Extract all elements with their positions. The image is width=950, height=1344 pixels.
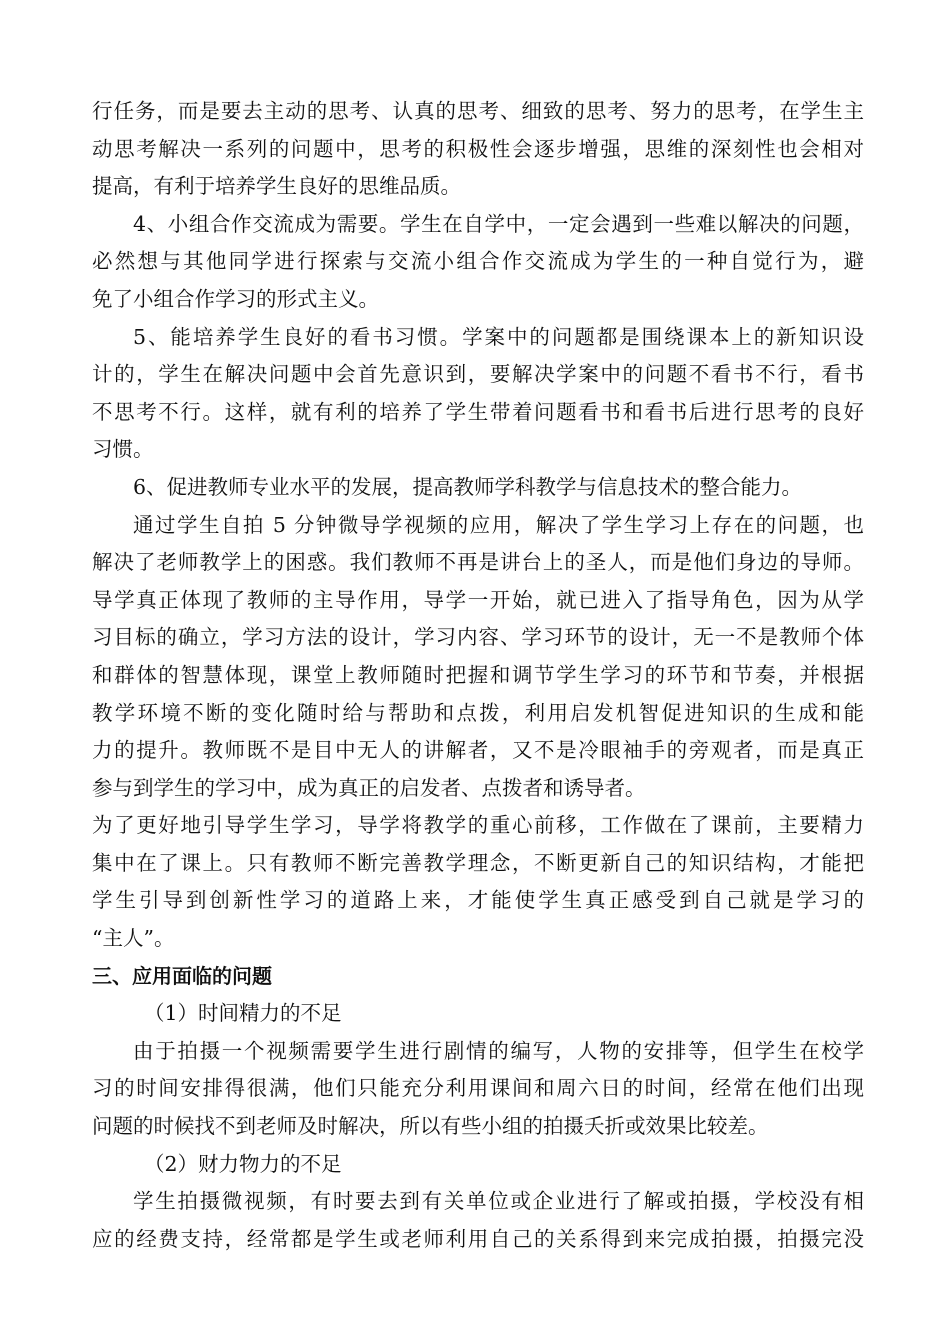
text-line: 计的，学生在解决问题中会首先意识到，要解决学案中的问题不看书不行，看书	[92, 362, 864, 387]
text-line: 6、促进教师专业水平的发展，提高教师学科教学与信息技术的整合能力。	[133, 474, 803, 499]
text-line: 习惯。	[92, 437, 154, 462]
text-line: 应的经费支持，经常都是学生或老师利用自己的关系得到来完成拍摄，拍摄完没	[92, 1226, 864, 1251]
text-line: 不思考不行。这样，就有利的培养了学生带着问题看书和看书后进行思考的良好	[92, 399, 864, 424]
text-line: 参与到学生的学习中，成为真正的启发者、点拨者和诱导者。	[92, 775, 646, 800]
text-line: 必然想与其他同学进行探索与交流小组合作交流成为学生的一种自觉行为，避	[92, 249, 864, 274]
text-line: 集中在了课上。只有教师不断完善教学理念，不断更新自己的知识结构，才能把	[92, 850, 864, 875]
subsection-heading: （2）财力物力的不足	[144, 1151, 342, 1176]
text-line: 由于拍摄一个视频需要学生进行剧情的编写，人物的安排等，但学生在校学	[133, 1038, 864, 1063]
text-line: “主人”。	[92, 926, 175, 951]
text-line: 提高，有利于培养学生良好的思维品质。	[92, 174, 461, 199]
document-page	[92, 93, 864, 1258]
text-line: 学生引导到创新性学习的道路上来，才能使学生真正感受到自己就是学习的	[92, 888, 864, 913]
text-line: 为了更好地引导学生学习，导学将教学的重心前移，工作做在了课前，主要精力	[92, 813, 864, 838]
text-line: 力的提升。教师既不是目中无人的讲解者，又不是冷眼袖手的旁观者，而是真正	[92, 738, 864, 763]
text-line: 通过学生自拍 5 分钟微导学视频的应用，解决了学生学习上存在的问题，也	[133, 512, 864, 537]
text-line: 解决了老师教学上的困惑。我们教师不再是讲台上的圣人，而是他们身边的导师。	[92, 550, 864, 575]
section-heading: 三、应用面临的问题	[92, 963, 272, 988]
text-line: 动思考解决一系列的问题中，思考的积极性会逐步增强，思维的深刻性也会相对	[92, 136, 864, 161]
text-line: 行任务，而是要去主动的思考、认真的思考、细致的思考、努力的思考，在学生主	[92, 99, 864, 123]
text-line: 4、小组合作交流成为需要。学生在自学中，一定会遇到一些难以解决的问题，	[133, 211, 864, 236]
text-line: 导学真正体现了教师的主导作用，导学一开始，就已进入了指导角色，因为从学	[92, 587, 864, 612]
text-line: 免了小组合作学习的形式主义。	[92, 286, 379, 311]
text-line: 习目标的确立，学习方法的设计，学习内容、学习环节的设计，无一不是教师个体	[92, 625, 864, 650]
text-line: 教学环境不断的变化随时给与帮助和点拨，利用启发机智促进知识的生成和能	[92, 700, 864, 725]
text-line: 5、能培养学生良好的看书习惯。学案中的问题都是围绕课本上的新知识设	[133, 324, 864, 349]
text-line: 问题的时候找不到老师及时解决，所以有些小组的拍摄夭折或效果比较差。	[92, 1114, 769, 1139]
text-line: 和群体的智慧体现，课堂上教师随时把握和调节学生学习的环节和节奏，并根据	[92, 662, 864, 687]
text-line: 习的时间安排得很满，他们只能充分利用课间和周六日的时间，经常在他们出现	[92, 1076, 864, 1101]
text-line: 学生拍摄微视频，有时要去到有关单位或企业进行了解或拍摄，学校没有相	[133, 1189, 864, 1214]
subsection-heading: （1）时间精力的不足	[144, 1001, 342, 1026]
